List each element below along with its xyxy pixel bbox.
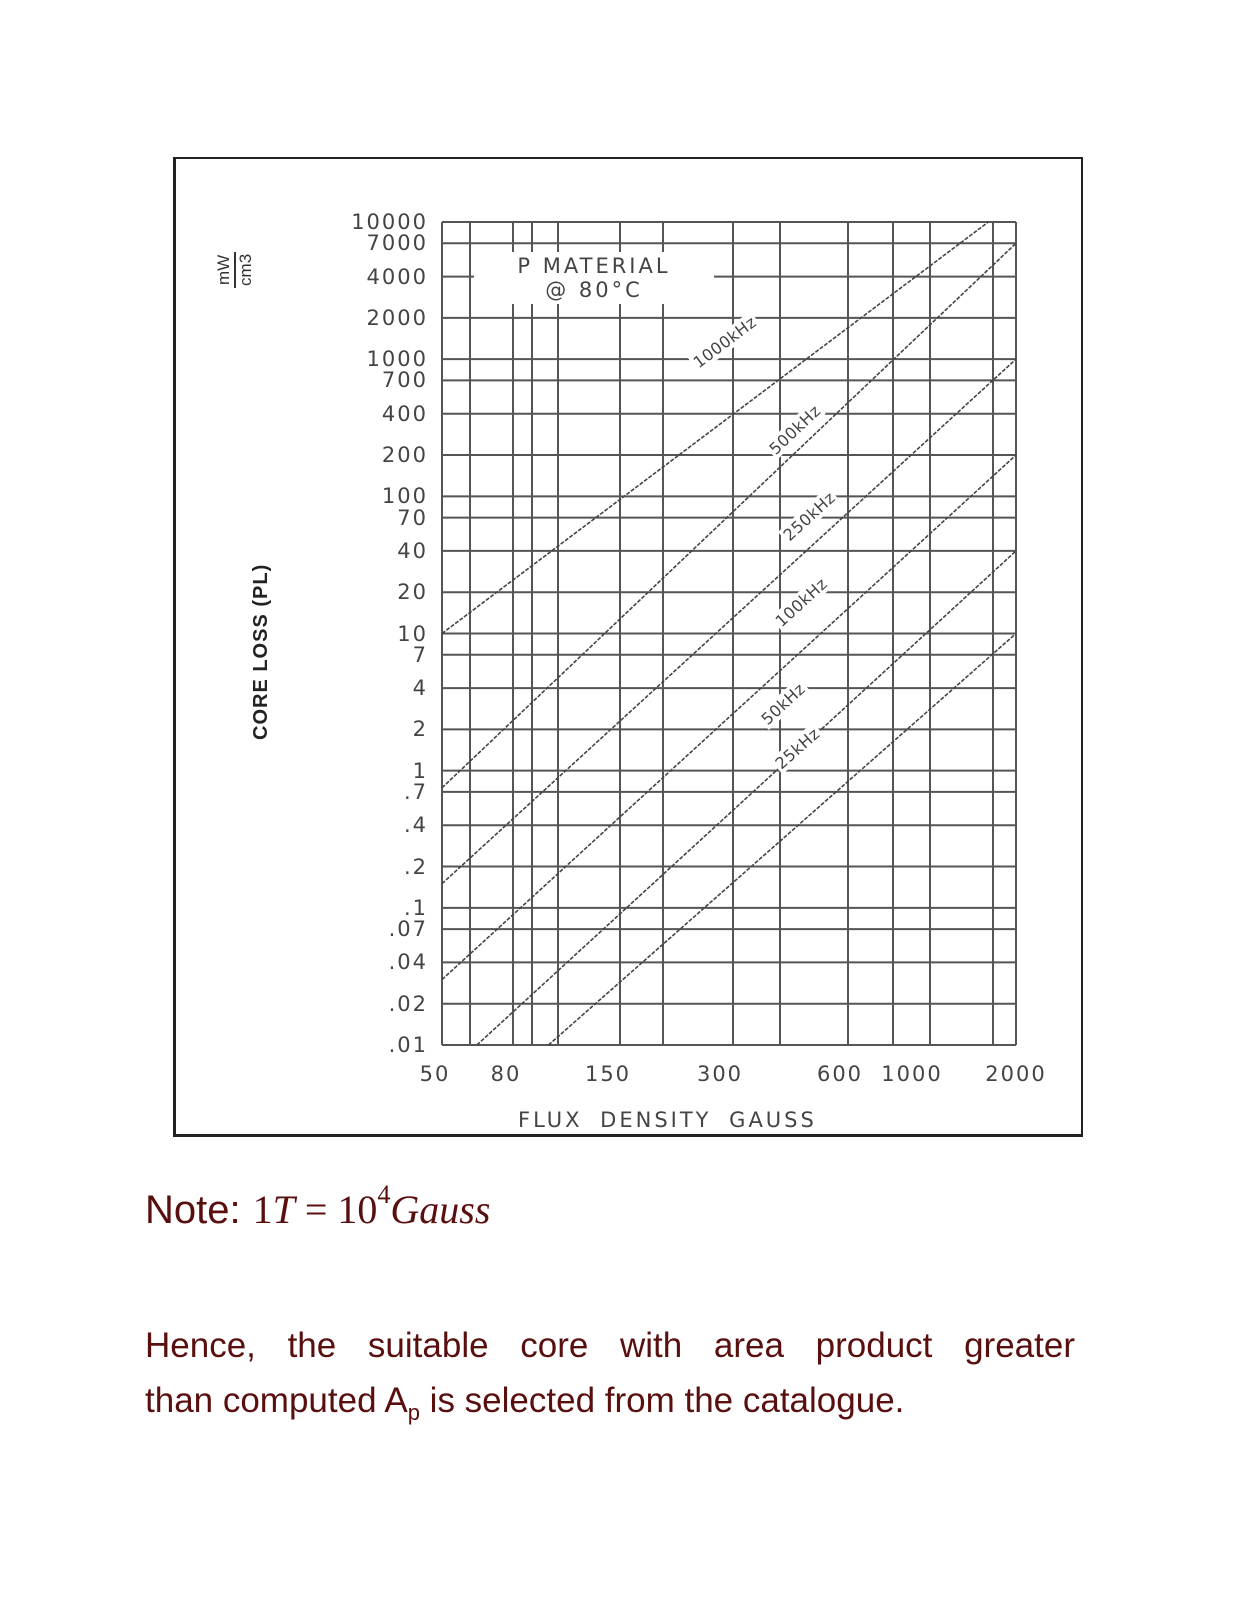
x-axis-title: FLUX DENSITY GAUSS (518, 1108, 817, 1132)
curve-label-1000kHz: 1000kHz (689, 312, 761, 372)
units-denominator-text: cm3 (236, 253, 255, 286)
eq-sign: = (304, 1187, 328, 1232)
eq-lhs-unit: T (272, 1187, 295, 1232)
y-tick-label: 100 (381, 484, 428, 509)
eq-base: 10 (337, 1187, 378, 1232)
y-axis-units (214, 252, 256, 288)
note-equation (252, 1180, 491, 1232)
eq-exponent: 4 (377, 1180, 391, 1209)
y-tick-label: .07 (388, 917, 428, 942)
paragraph-line-1: Hence, the suitable core with area product greater (145, 1326, 1075, 1365)
note-label: Note: (145, 1188, 241, 1232)
x-tick-label: 50 (419, 1062, 451, 1086)
units-numerator: mW (214, 252, 236, 288)
y-tick-label: 4000 (366, 264, 428, 289)
y-tick-label: .02 (388, 991, 428, 1016)
para-text-b: is selected from the catalogue. (419, 1381, 905, 1420)
para-subscript: p (407, 1400, 420, 1425)
y-tick-label: 4 (412, 676, 428, 701)
y-tick-label: 200 (381, 443, 428, 468)
y-tick-label: 10 (397, 621, 428, 646)
x-tick-label: 150 (584, 1062, 632, 1086)
curve-label-100kHz: 100kHz (771, 573, 831, 631)
y-tick-label: .01 (388, 1033, 428, 1057)
eq-rhs-unit: Gauss (390, 1187, 491, 1232)
y-tick-label: .7 (403, 779, 428, 804)
curve-label-250kHz: 250kHz (779, 487, 839, 545)
x-tick-label: 600 (816, 1062, 864, 1086)
y-tick-label: 70 (397, 505, 428, 530)
curve-label-50kHz: 50kHz (757, 679, 810, 729)
y-tick-label: .4 (403, 813, 428, 838)
curve-label-500kHz: 500kHz (765, 401, 825, 459)
y-tick-label: 2000 (366, 305, 428, 330)
note (145, 1180, 490, 1233)
y-tick-label: 2 (412, 717, 428, 742)
eq-lhs-num: 1 (252, 1187, 273, 1232)
x-tick-label: 300 (696, 1062, 744, 1086)
y-tick-label: .1 (403, 895, 428, 920)
chart-title (474, 252, 714, 304)
paragraph-line-2 (145, 1373, 1075, 1440)
y-tick-label: 40 (397, 538, 428, 563)
y-tick-label: 7000 (366, 231, 428, 256)
x-tick-label: 2000 (985, 1062, 1047, 1086)
y-tick-label: 400 (381, 401, 428, 426)
curve-label-25kHz: 25kHz (771, 723, 824, 773)
x-tick-label: 80 (490, 1062, 522, 1086)
chart-title-line-1: P MATERIAL (517, 254, 671, 278)
y-tick-label: .2 (403, 854, 428, 879)
conclusion-paragraph (145, 1318, 1075, 1440)
chart-title-line-2: @ 80°C (545, 278, 643, 303)
y-tick-label: 700 (381, 368, 428, 393)
y-tick-label: 20 (397, 580, 428, 605)
para-text-a: than computed A (145, 1381, 408, 1420)
y-tick-label: 1000 (366, 347, 428, 372)
y-axis-title: CORE LOSS (PL) (250, 563, 272, 740)
x-tick-label: 1000 (881, 1062, 943, 1086)
y-tick-label: 7 (412, 642, 428, 667)
y-tick-label: .04 (388, 950, 428, 975)
y-tick-label: 1 (412, 758, 428, 783)
y-tick-label: 10000 (351, 210, 428, 234)
units-denominator (236, 252, 256, 288)
